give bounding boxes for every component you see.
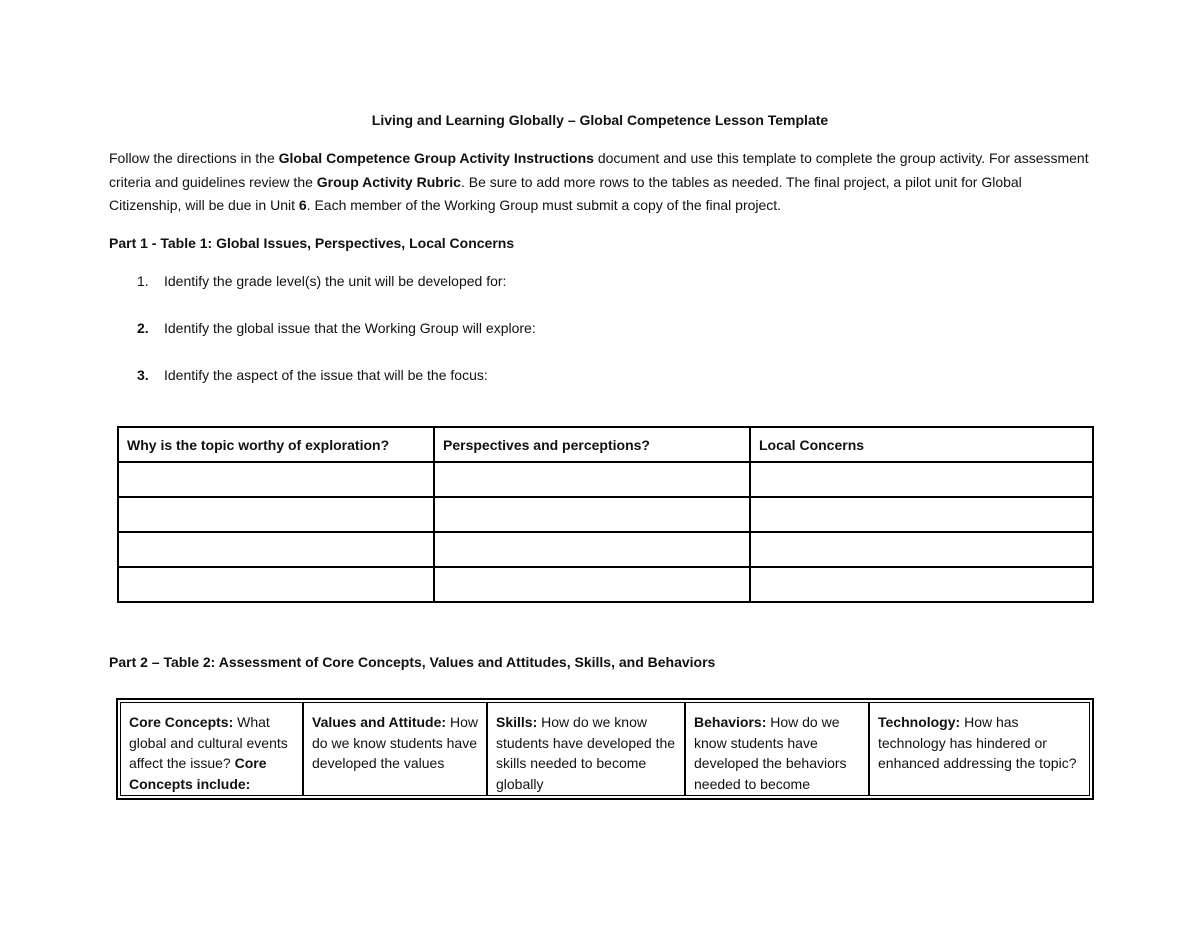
table-cell[interactable] xyxy=(750,497,1093,532)
document-title: Living and Learning Globally – Global Competence Lesson Template xyxy=(371,112,829,128)
list-number: 1. xyxy=(137,273,149,289)
intro-text: document and use this template to complete the group activity. For assessment criteria and guidelines review the xyxy=(109,150,1089,190)
list-item xyxy=(137,273,506,289)
table-cell[interactable] xyxy=(434,567,750,602)
list-item xyxy=(137,367,488,383)
table-cell[interactable] xyxy=(434,497,750,532)
table-cell[interactable] xyxy=(750,462,1093,497)
table-cell[interactable] xyxy=(118,497,434,532)
cell-text: How do we know students have developed the skills needed to become globally xyxy=(496,714,676,792)
list-number: 2. xyxy=(137,320,149,336)
table-2-cell-core-concepts[interactable] xyxy=(121,703,304,795)
table-2-cell-technology[interactable] xyxy=(870,703,1089,795)
table-row xyxy=(118,567,1093,602)
table-2-cell-behaviors[interactable] xyxy=(686,703,870,795)
cell-text: What global and cultural events affect the issue? xyxy=(129,714,288,771)
list-text: Identify the global issue that the Working Group will explore: xyxy=(164,320,536,336)
cell-bold-label: Technology: xyxy=(878,714,961,730)
cell-bold-label: Skills: xyxy=(496,714,538,730)
list-item xyxy=(137,320,536,336)
table-header-cell: Perspectives and perceptions? xyxy=(434,427,750,462)
table-2-row xyxy=(120,702,1090,796)
cell-bold-label: Values and Attitude: xyxy=(312,714,447,730)
list-number: 3. xyxy=(137,367,149,383)
table-2-cell-skills[interactable] xyxy=(488,703,686,795)
intro-paragraph xyxy=(109,147,1094,218)
table-row xyxy=(118,497,1093,532)
table-cell[interactable] xyxy=(118,567,434,602)
table-2 xyxy=(116,698,1094,800)
part1-heading: Part 1 - Table 1: Global Issues, Perspectives, Local Concerns xyxy=(109,235,515,251)
intro-bold-unit: 6 xyxy=(298,197,307,213)
table-cell[interactable] xyxy=(118,532,434,567)
table-header-cell: Why is the topic worthy of exploration? xyxy=(118,427,434,462)
table-header-cell: Local Concerns xyxy=(750,427,1093,462)
table-2-cell-values[interactable] xyxy=(304,703,488,795)
table-1 xyxy=(117,426,1094,603)
intro-bold-rubric: Group Activity Rubric xyxy=(316,173,461,190)
cell-text: How do we know students have developed the behaviors needed to become xyxy=(694,714,847,792)
cell-bold-label: Core Concepts include: xyxy=(129,755,267,792)
list-text: Identify the grade level(s) the unit will be developed for: xyxy=(164,273,507,289)
table-cell[interactable] xyxy=(434,462,750,497)
cell-bold-label: Core Concepts: xyxy=(129,714,234,730)
table-cell[interactable] xyxy=(434,532,750,567)
intro-text: Follow the directions in the xyxy=(109,150,279,166)
cell-text: How has technology has hindered or enhanced addressing the topic? xyxy=(878,714,1077,771)
table-cell[interactable] xyxy=(750,567,1093,602)
part2-heading: Part 2 – Table 2: Assessment of Core Concepts, Values and Attitudes, Skills, and Behaviors xyxy=(109,654,716,670)
table-row xyxy=(118,462,1093,497)
table-cell[interactable] xyxy=(750,532,1093,567)
intro-text: . Be sure to add more rows to the tables as needed. The final project, a pilot unit for Global Citizenship, will be due in Unit xyxy=(109,173,1022,213)
cell-text: How do we know students have developed the values xyxy=(312,714,478,771)
table-cell[interactable] xyxy=(118,462,434,497)
intro-bold-instructions: Global Competence Group Activity Instructions xyxy=(278,150,594,166)
cell-bold-label: Behaviors: xyxy=(694,714,767,730)
table-row xyxy=(118,532,1093,567)
intro-text: . Each member of the Working Group must submit a copy of the final project. xyxy=(306,197,782,213)
list-text: Identify the aspect of the issue that will be the focus: xyxy=(164,367,488,383)
table-header-row xyxy=(118,427,1093,462)
